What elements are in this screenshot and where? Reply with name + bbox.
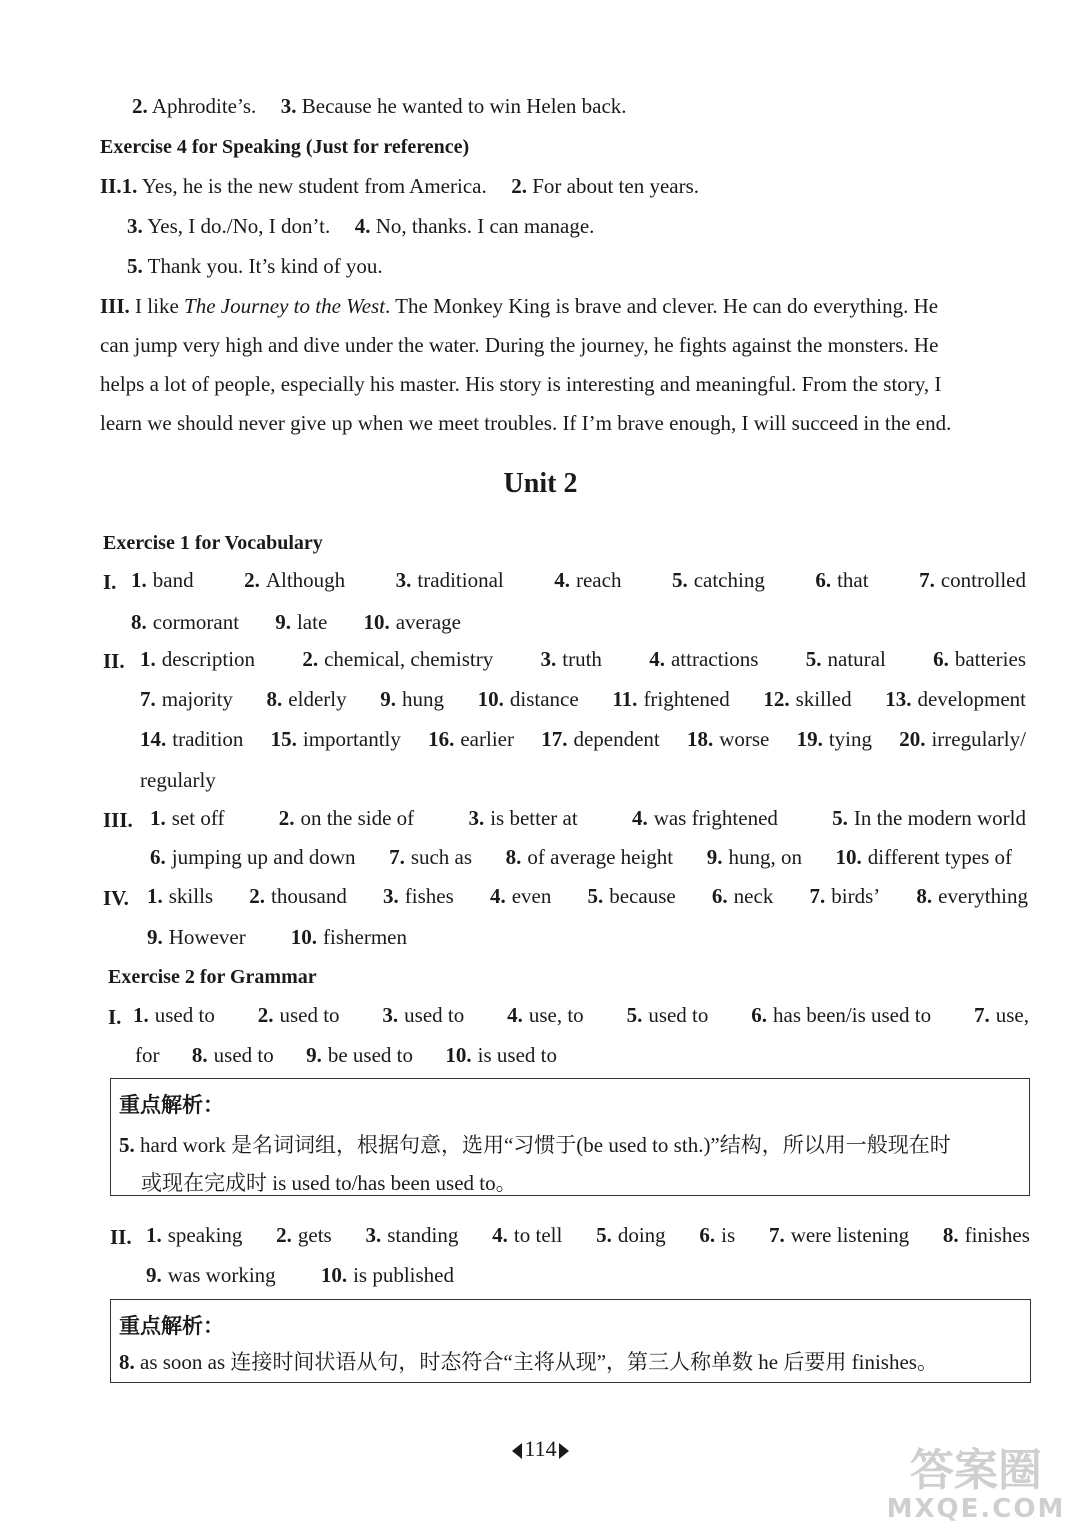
answer-num: 10.	[290, 925, 318, 949]
answer-text: irregularly/	[931, 727, 1026, 751]
answer-item	[899, 725, 1026, 753]
answer-text: importantly	[302, 727, 401, 751]
answer-num: 18.	[686, 727, 714, 751]
answer-text: worse	[719, 727, 770, 751]
answer-num: 2.	[249, 884, 266, 908]
answer-num: 8.	[266, 687, 283, 711]
answer-item	[806, 645, 886, 673]
answer-num: 6.	[815, 568, 832, 592]
answer-num: 8.	[131, 610, 147, 634]
answer-text: In the modern world	[853, 806, 1026, 830]
analysis-heading: 重点解析：	[119, 1093, 224, 1117]
answer-text: tying	[828, 727, 872, 751]
book-title: The Journey to the West	[184, 294, 386, 318]
answer-num: 17.	[541, 727, 568, 751]
paragraph-text: . The Monkey King is brave and clever. He can do everything. He	[385, 294, 939, 318]
answer-text: skills	[168, 884, 214, 908]
answer-item	[131, 566, 194, 594]
answer-num: 1.	[131, 568, 147, 592]
answer-num: 3.	[127, 214, 143, 238]
answer-item	[380, 685, 444, 713]
answer-text: band	[152, 568, 194, 592]
answer-num: 16.	[428, 727, 455, 751]
answer-item	[306, 1041, 413, 1069]
watermark-top: 答案圈	[910, 1445, 1042, 1496]
answer-row	[150, 843, 1012, 871]
answer-item	[445, 1041, 557, 1069]
answer-num: 1.	[147, 884, 163, 908]
answer-text: average	[395, 610, 461, 634]
answer-item	[291, 923, 407, 951]
answer-text: is used to	[477, 1043, 557, 1067]
answer-num: 9.	[275, 610, 291, 634]
answer-num: 4.	[507, 1003, 523, 1027]
answer-text: However	[168, 925, 246, 949]
answer-item	[974, 1001, 1029, 1029]
analysis-num: 5.	[119, 1133, 135, 1157]
answer-item	[146, 1261, 276, 1289]
ex4-III-line-3: helps a lot of people, especially his master. His story is interesting and meaningful. From the story, I	[100, 372, 942, 396]
answer-num: 5.	[671, 568, 688, 592]
answer-item	[506, 843, 674, 871]
answer-item	[490, 882, 551, 910]
answer-text: reach	[575, 568, 622, 592]
key-analysis-box-2	[110, 1299, 1031, 1383]
answer-num: 14.	[140, 727, 167, 751]
answer-row	[131, 608, 461, 636]
answer-row	[135, 1041, 557, 1069]
roman-numeral: II.	[110, 1225, 132, 1249]
answer-text: hung	[402, 687, 444, 711]
answer-item	[627, 1001, 709, 1029]
answer-num: 10.	[835, 845, 862, 869]
answer-text: Although	[265, 568, 346, 592]
answer-text: such as	[410, 845, 473, 869]
answer-text: majority	[161, 687, 233, 711]
answer-item	[649, 645, 758, 673]
answer-text: everything	[938, 884, 1028, 908]
answer-num: 8.	[942, 1223, 959, 1247]
answer-num: 4.	[649, 647, 665, 671]
answer-num: 4.	[492, 1223, 508, 1247]
answer-item	[192, 1041, 274, 1069]
roman-numeral: I.	[103, 570, 117, 594]
answer-item	[763, 685, 851, 713]
answer-text: speaking	[167, 1223, 243, 1247]
analysis-text	[119, 1131, 951, 1159]
ex4-III-line-4: learn we should never give up when we meet troubles. If I’m brave enough, I will succeed in the end.	[100, 411, 952, 435]
answer-text: distance	[509, 687, 579, 711]
answer-text: of average height	[527, 845, 674, 869]
answer-text: were listening	[790, 1223, 910, 1247]
answer-text: attractions	[670, 647, 759, 671]
answer-num: 6.	[933, 647, 949, 671]
answer-num: 1.	[133, 1003, 149, 1027]
answer-item	[140, 685, 233, 713]
answer-text: standing	[387, 1223, 459, 1247]
answer-item	[672, 566, 765, 594]
answer-item	[150, 843, 356, 871]
answer-text: doing	[617, 1223, 666, 1247]
answer-num: 8.	[916, 884, 933, 908]
roman-numeral: III.	[100, 294, 130, 318]
answer-item	[147, 882, 213, 910]
answer-text: has been/is used to	[773, 1003, 932, 1027]
answer-text: skilled	[795, 687, 852, 711]
answer-row	[146, 1261, 454, 1289]
answer-num: 5.	[596, 1223, 612, 1247]
answer-num: 9.	[147, 925, 163, 949]
answer-text: used to	[404, 1003, 465, 1027]
answer-text: to tell	[513, 1223, 563, 1247]
answer-item	[933, 645, 1026, 673]
analysis-heading: 重点解析：	[119, 1314, 224, 1338]
answer-num: 6.	[150, 845, 166, 869]
answer-num: 10.	[445, 1043, 472, 1067]
answer-row	[140, 685, 1026, 713]
answer-item	[279, 804, 414, 832]
answer-text: Yes, I do./No, I don’t.	[142, 214, 331, 238]
ex4-II-line-1	[100, 172, 699, 200]
answer-text: chemical, chemistry	[324, 647, 494, 671]
unit-title: Unit 2	[503, 468, 578, 499]
answer-num: 2.	[302, 647, 319, 671]
answer-num: 13.	[885, 687, 912, 711]
answer-text: natural	[827, 647, 886, 671]
answer-text: late	[296, 610, 328, 634]
answer-item	[541, 725, 660, 753]
answer-row	[147, 923, 407, 951]
answer-text: Aphrodite’s.	[147, 94, 257, 118]
answer-text: frightened	[643, 687, 730, 711]
answer-item	[687, 725, 769, 753]
answer-text: was frightened	[653, 806, 778, 830]
answer-text: tradition	[172, 727, 244, 751]
answer-item	[797, 725, 872, 753]
answer-item	[396, 566, 504, 594]
answer-text: that	[837, 568, 869, 592]
answer-text: development	[917, 687, 1026, 711]
answer-num: 7.	[389, 845, 405, 869]
analysis-line: as soon as 连接时间状语从句，时态符合“主将从现”，第三人称单数 he 后要用 finishes。	[134, 1350, 938, 1374]
answer-item	[275, 608, 327, 636]
answer-text: is published	[353, 1263, 454, 1287]
answer-item	[769, 1221, 909, 1249]
answer-item	[815, 566, 868, 594]
answer-text: fishermen	[323, 925, 407, 949]
answer-row	[140, 766, 340, 794]
answer-text: Thank you. It’s kind of you.	[142, 254, 383, 278]
answer-item	[147, 923, 246, 951]
answer-num: 8.	[191, 1043, 208, 1067]
answer-num: 3.	[468, 806, 485, 830]
answer-text: on the side of	[300, 806, 415, 830]
answer-item	[751, 1001, 931, 1029]
answer-num: 2.	[278, 806, 295, 830]
answer-text: catching	[693, 568, 765, 592]
answer-item	[468, 804, 577, 832]
answer-text: used to	[648, 1003, 709, 1027]
answer-item	[919, 566, 1026, 594]
answer-num: 2.	[132, 94, 148, 118]
answer-text: For about ten years.	[526, 174, 700, 198]
answer-num: 1.	[121, 174, 138, 198]
answer-text: gets	[297, 1223, 332, 1247]
answer-num: 5.	[127, 254, 143, 278]
watermark-bottom: MXQE.COM	[886, 1494, 1066, 1524]
answer-item	[596, 1221, 666, 1249]
answer-item	[492, 1221, 562, 1249]
ex4-III-line-2: can jump very high and dive under the water. During the journey, he fights against the monsters. He	[100, 333, 939, 357]
answer-item	[271, 725, 401, 753]
answer-row	[133, 1001, 1029, 1029]
answer-text: elderly	[288, 687, 347, 711]
answer-num: 4.	[631, 806, 648, 830]
answer-item	[810, 882, 881, 910]
answer-row	[140, 645, 1026, 673]
answer-text: controlled	[940, 568, 1026, 592]
answer-num: 5.	[805, 647, 822, 671]
answer-num: 6.	[711, 884, 728, 908]
answer-text: used to	[279, 1003, 340, 1027]
answer-num: 11.	[612, 687, 638, 711]
answer-num: 6.	[751, 1003, 768, 1027]
answer-text: even	[511, 884, 552, 908]
analysis-num: 8.	[119, 1350, 135, 1374]
answer-item	[916, 882, 1028, 910]
answer-num: 7.	[809, 884, 826, 908]
answer-item	[321, 1261, 454, 1289]
answer-num: 3.	[365, 1223, 382, 1247]
answer-text: thousand	[271, 884, 347, 908]
answer-text: jumping up and down	[171, 845, 356, 869]
answer-text: hung, on	[728, 845, 802, 869]
analysis-line: hard work 是名词词组，根据句意，选用“习惯于(be used to sth.)”结构，所以用一般现在时	[134, 1133, 951, 1157]
answer-num: 3.	[540, 647, 557, 671]
answer-num: 1.	[146, 1223, 162, 1247]
answer-item	[428, 725, 514, 753]
answer-num: 5.	[587, 884, 604, 908]
watermark-logo	[881, 1432, 1071, 1530]
analysis-text	[119, 1348, 938, 1376]
answer-row	[131, 566, 1026, 594]
answer-text: batteries	[954, 647, 1026, 671]
answer-item	[588, 882, 676, 910]
answer-num: 4.	[489, 884, 506, 908]
answer-item	[554, 566, 621, 594]
answer-text: different types of	[867, 845, 1012, 869]
answer-item	[150, 804, 224, 832]
answer-num: 8.	[505, 845, 522, 869]
analysis-text: 或现在完成时 is used to/has been used to。	[141, 1171, 517, 1195]
answer-text: use,	[995, 1003, 1029, 1027]
answer-item	[276, 1221, 332, 1249]
answer-item	[612, 685, 729, 713]
answer-item	[146, 1221, 242, 1249]
answer-text: finishes	[964, 1223, 1030, 1247]
answer-text: because	[609, 884, 676, 908]
answer-item	[712, 882, 773, 910]
answer-num: 9.	[146, 1263, 162, 1287]
answer-row	[140, 725, 1026, 753]
answer-num: 10.	[477, 687, 504, 711]
answer-text: used to	[213, 1043, 274, 1067]
answer-text: description	[161, 647, 256, 671]
answer-item	[478, 685, 579, 713]
answer-text: truth	[562, 647, 602, 671]
answer-text: earlier	[460, 727, 514, 751]
roman-numeral: I.	[108, 1005, 122, 1029]
answer-num: 9.	[306, 1043, 322, 1067]
answer-item	[267, 685, 347, 713]
answer-num: 2.	[276, 1223, 292, 1247]
answer-item	[302, 645, 493, 673]
answer-item	[832, 804, 1026, 832]
answer-num: 4.	[354, 214, 371, 238]
answer-text: regularly	[140, 768, 216, 792]
answer-num: 9.	[706, 845, 723, 869]
answer-text: is	[721, 1223, 736, 1247]
answer-text: fishes	[404, 884, 454, 908]
answer-item	[244, 566, 345, 594]
answer-text: Yes, he is the new student from America.	[137, 174, 487, 198]
answer-item	[140, 766, 216, 794]
answer-num: 2.	[257, 1003, 274, 1027]
answer-num: 4.	[554, 568, 570, 592]
answer-num: 12.	[763, 687, 790, 711]
paragraph-text: I like	[129, 294, 185, 318]
answer-text: traditional	[417, 568, 504, 592]
answer-text: use, to	[528, 1003, 584, 1027]
answer-num: 7.	[768, 1223, 785, 1247]
answer-num: 3.	[280, 94, 297, 118]
answer-text: birds’	[831, 884, 881, 908]
roman-numeral: IV.	[103, 886, 129, 910]
answer-item	[699, 1221, 735, 1249]
answer-text: be used to	[327, 1043, 414, 1067]
answer-item	[131, 608, 239, 636]
answer-num: 2.	[511, 174, 527, 198]
answer-num: 3.	[382, 1003, 399, 1027]
answer-num: 3.	[395, 568, 412, 592]
roman-numeral: II.	[100, 174, 122, 198]
answer-num: 19.	[796, 727, 823, 751]
answer-num: 5.	[832, 806, 848, 830]
answer-text: used to	[154, 1003, 215, 1027]
answer-num: 15.	[270, 727, 297, 751]
answer-row	[150, 804, 1026, 832]
answer-text: Because he wanted to win Helen back.	[296, 94, 627, 118]
exercise-2-header: Exercise 2 for Grammar	[108, 966, 317, 988]
answer-item	[383, 882, 454, 910]
exercise-1-header: Exercise 1 for Vocabulary	[103, 532, 323, 554]
answer-num: 5.	[626, 1003, 643, 1027]
answer-line-top	[132, 92, 627, 120]
answer-row	[147, 882, 1028, 910]
left-triangle-icon	[512, 1443, 522, 1459]
answer-text: for	[135, 1043, 160, 1067]
answer-item	[249, 882, 347, 910]
answer-item	[943, 1221, 1030, 1249]
answer-item	[389, 843, 472, 871]
answer-num: 7.	[973, 1003, 990, 1027]
answer-item	[382, 1001, 464, 1029]
answer-text: set off	[171, 806, 225, 830]
answer-num: 2.	[244, 568, 260, 592]
answer-item	[836, 843, 1012, 871]
answer-num: 7.	[140, 687, 156, 711]
answer-num: 20.	[899, 727, 926, 751]
answer-num: 3.	[383, 884, 399, 908]
answer-item	[365, 1221, 458, 1249]
ex4-II-line-2	[127, 212, 594, 240]
answer-item	[885, 685, 1026, 713]
key-analysis-box-1	[110, 1078, 1030, 1196]
answer-item	[140, 725, 243, 753]
answer-text: cormorant	[152, 610, 240, 634]
exercise-4-header: Exercise 4 for Speaking (Just for reference)	[100, 136, 470, 158]
answer-item	[541, 645, 602, 673]
answer-num: 9.	[380, 687, 396, 711]
answer-item	[507, 1001, 584, 1029]
answer-text: neck	[733, 884, 774, 908]
right-triangle-icon	[559, 1443, 569, 1459]
answer-text: was working	[167, 1263, 276, 1287]
answer-row	[146, 1221, 1030, 1249]
page-number-value: 114	[524, 1436, 557, 1461]
answer-item	[707, 843, 802, 871]
answer-num: 10.	[320, 1263, 348, 1287]
ex4-II-line-3	[127, 252, 383, 280]
roman-numeral: III.	[103, 808, 133, 832]
answer-text: is better at	[490, 806, 578, 830]
roman-numeral: II.	[103, 649, 125, 673]
answer-item	[258, 1001, 340, 1029]
answer-item	[133, 1001, 215, 1029]
answer-num: 10.	[363, 610, 390, 634]
answer-item	[632, 804, 778, 832]
answer-item	[140, 645, 255, 673]
answer-item	[135, 1041, 160, 1069]
answer-num: 1.	[140, 647, 156, 671]
answer-num: 1.	[150, 806, 166, 830]
answer-num: 6.	[699, 1223, 716, 1247]
ex4-III-line-1	[100, 292, 938, 320]
answer-item	[363, 608, 461, 636]
answer-text: No, thanks. I can manage.	[370, 214, 595, 238]
answer-num: 7.	[919, 568, 935, 592]
answer-text: dependent	[573, 727, 660, 751]
